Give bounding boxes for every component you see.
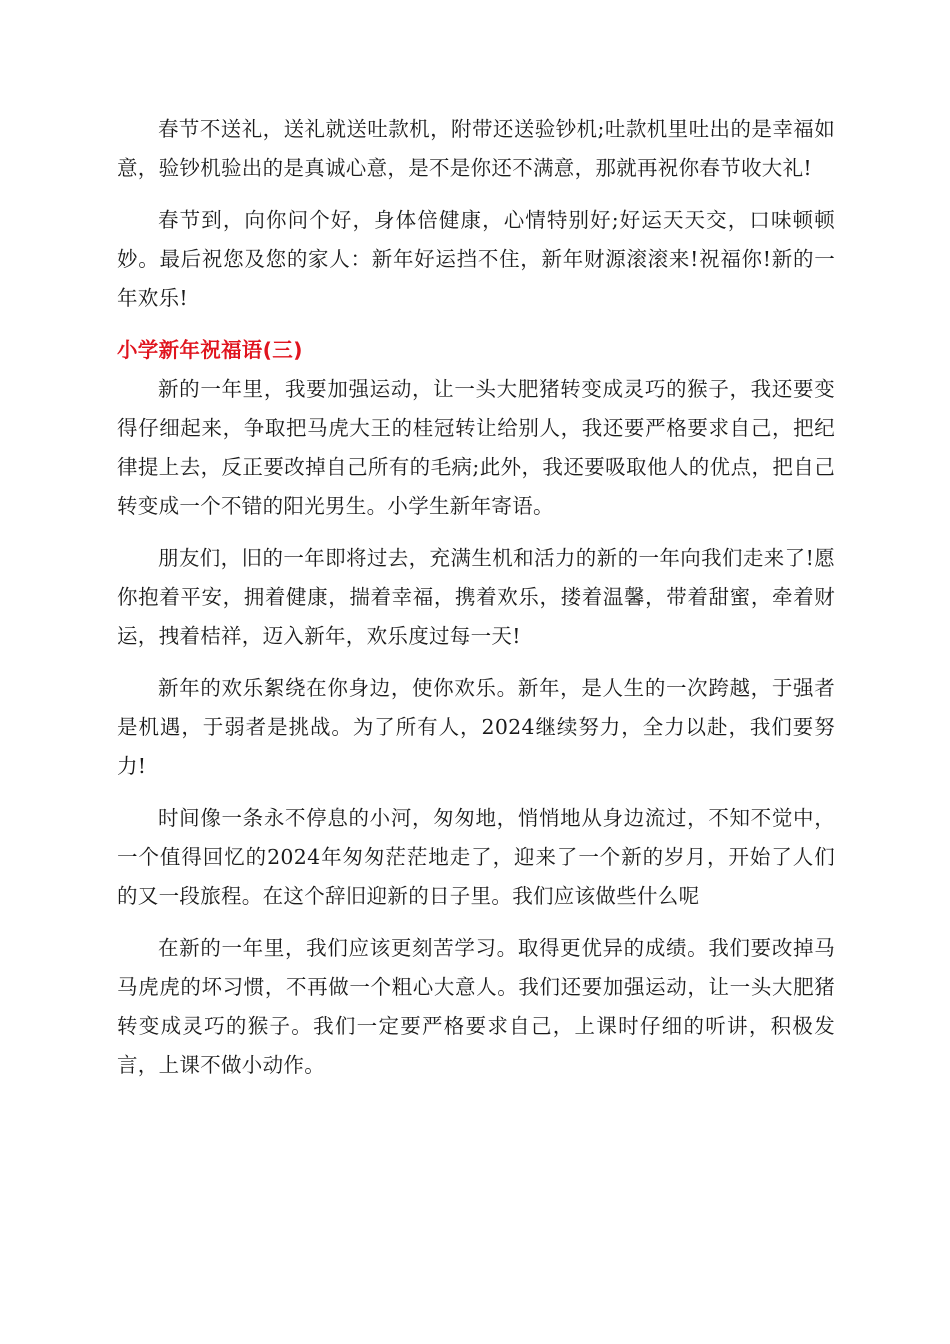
section-heading: 小学新年祝福语(三) — [117, 338, 303, 362]
paragraph-study-harder: 在新的一年里，我们应该更刻苦学习。取得更优异的成绩。我们要改掉马马虎虎的坏习惯，不再做一个粗心大意人。我们还要加强运动，让一头大肥猪转变成灵巧的猴子。我们一定要严格要求自己，上课时仔细的听讲，积极发言，上课不做小动作。 — [117, 936, 835, 1077]
paragraph-new-year-joy: 新年的欢乐絮绕在你身边，使你欢乐。新年，是人生的一次跨越，于强者是机遇，于弱者是挑战。为了所有人，2024继续努力，全力以赴，我们要努力! — [117, 676, 835, 778]
document-body — [117, 110, 835, 1098]
paragraph-gift-atm: 春节不送礼，送礼就送吐款机，附带还送验钞机;吐款机里吐出的是幸福如意，验钞机验出的是真诚心意，是不是你还不满意，那就再祝你春节收大礼! — [117, 117, 835, 180]
paragraph-friends: 朋友们，旧的一年即将过去，充满生机和活力的新的一年向我们走来了!愿你抱着平安，拥着健康，揣着幸福，携着欢乐，搂着温馨，带着甜蜜，牵着财运，拽着桔祥，迈入新年，欢乐度过每一天! — [117, 546, 835, 648]
paragraph-greetings: 春节到，向你问个好，身体倍健康，心情特别好;好运天天交，口味顿顿妙。最后祝您及您的家人：新年好运挡不住，新年财源滚滚来!祝福你!新的一年欢乐! — [117, 208, 835, 310]
paragraph-time-river: 时间像一条永不停息的小河，匆匆地，悄悄地从身边流过，不知不觉中，一个值得回忆的2024年匆匆茫茫地走了，迎来了一个新的岁月，开始了人们的又一段旅程。在这个辞旧迎新的日子里。我们应该做些什么呢 — [117, 806, 835, 908]
paragraph-new-year-plan: 新的一年里，我要加强运动，让一头大肥猪转变成灵巧的猴子，我还要变得仔细起来，争取把马虎大王的桂冠转让给别人，我还要严格要求自己，把纪律提上去，反正要改掉自己所有的毛病;此外，我还要吸取他人的优点，把自己转变成一个不错的阳光男生。小学生新年寄语。 — [117, 377, 835, 518]
